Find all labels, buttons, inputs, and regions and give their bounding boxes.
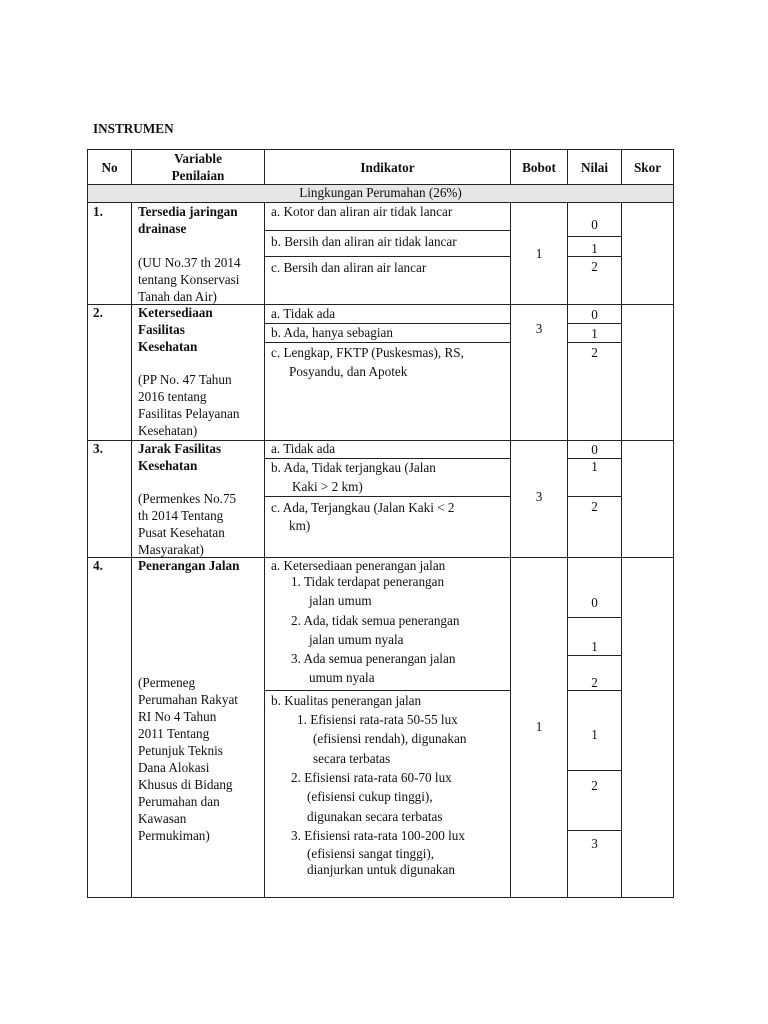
row-4-indikator-b-item: 2. Efisiensi rata-rata 60-70 lux	[291, 770, 452, 785]
row-1-reference: Tanah dan Air)	[138, 289, 217, 304]
row-4-indikator-b-item-cont: (efisiensi cukup tinggi),	[307, 789, 433, 804]
row-4-nilai-a-2: 1	[591, 639, 598, 654]
row-1-no: 1.	[93, 204, 103, 219]
row-4-indikator-a-item-cont: jalan umum nyala	[309, 632, 404, 647]
row-4-reference: (Permeneg	[138, 675, 196, 690]
row-4-nilai-b-3: 3	[591, 836, 598, 851]
row-3-indikator-c: c. Ada, Terjangkau (Jalan Kaki < 2	[271, 500, 455, 515]
row-2-variable: Kesehatan	[138, 339, 198, 354]
row-3-bobot: 3	[535, 489, 543, 504]
row-4-indikator-b-item-cont: dianjurkan untuk digunakan	[307, 862, 455, 877]
row-4-reference: Perumahan Rakyat	[138, 692, 238, 707]
document-title: INSTRUMEN	[93, 121, 174, 136]
row-3-reference: th 2014 Tentang	[138, 508, 224, 523]
row-1-indikator-a: a. Kotor dan aliran air tidak lancar	[271, 204, 453, 219]
row-2-variable: Ketersediaan	[138, 305, 213, 320]
row-4-indikator-b-heading: b. Kualitas penerangan jalan	[271, 693, 422, 708]
row-4-indikator-a-item: 2. Ada, tidak semua penerangan	[291, 613, 460, 628]
row-2-indikator-c-cont: Posyandu, dan Apotek	[289, 364, 408, 379]
row-3-reference: Pusat Kesehatan	[138, 525, 225, 540]
row-4-indikator-b-item-cont: (efisiensi sangat tinggi),	[307, 846, 435, 861]
header-variable-line2: Penilaian	[171, 168, 225, 183]
row-4-reference: Permukiman)	[138, 828, 210, 843]
row-4-nilai-b-2: 2	[591, 778, 598, 793]
row-2-reference: (PP No. 47 Tahun	[138, 372, 232, 387]
row-3-nilai-b: 1	[591, 459, 598, 474]
row-2-reference: Kesehatan)	[138, 423, 198, 438]
row-2-reference: 2016 tentang	[138, 389, 207, 404]
row-2-indikator-b: b. Ada, hanya sebagian	[271, 325, 393, 340]
row-4-indikator-b-item-cont: digunakan secara terbatas	[307, 809, 443, 824]
row-4-indikator-a-item: 3. Ada semua penerangan jalan	[291, 651, 456, 666]
row-3-nilai-a: 0	[591, 442, 598, 457]
row-2-bobot: 3	[535, 321, 543, 336]
row-4-indikator-a-item-cont: umum nyala	[309, 670, 375, 685]
row-1-variable: Tersedia jaringan	[138, 204, 238, 219]
row-4-indikator-a-heading: a. Ketersediaan penerangan jalan	[271, 558, 446, 573]
row-1-bobot: 1	[535, 246, 543, 261]
row-3-reference: (Permenkes No.75	[138, 491, 237, 506]
row-2-variable: Fasilitas	[138, 322, 185, 337]
row-4-reference: Petunjuk Teknis	[138, 743, 223, 758]
row-2-nilai-b: 1	[591, 326, 598, 341]
row-4-reference: Kawasan	[138, 811, 187, 826]
row-3-indikator-b: b. Ada, Tidak terjangkau (Jalan	[271, 460, 436, 475]
row-2-reference: Fasilitas Pelayanan	[138, 406, 240, 421]
row-3-variable: Kesehatan	[138, 458, 198, 473]
row-4-indikator-b-item-cont: secara terbatas	[313, 751, 391, 766]
row-2-indikator-c: c. Lengkap, FKTP (Puskesmas), RS,	[271, 345, 464, 360]
row-3-indikator-a: a. Tidak ada	[271, 441, 336, 456]
row-4-indikator-b-item-cont: (efisiensi rendah), digunakan	[313, 731, 467, 746]
row-4-indikator-b-item: 1. Efisiensi rata-rata 50-55 lux	[297, 712, 458, 727]
row-3-no: 3.	[93, 441, 103, 456]
row-2-nilai-c: 2	[591, 345, 598, 360]
row-1-indikator-c: c. Bersih dan aliran air lancar	[271, 260, 427, 275]
row-4-indikator-b-item: 3. Efisiensi rata-rata 100-200 lux	[291, 828, 465, 843]
row-4-reference: Dana Alokasi	[138, 760, 210, 775]
header-nilai: Nilai	[580, 160, 609, 175]
row-3-variable: Jarak Fasilitas	[138, 441, 222, 456]
row-4-nilai-a-3: 2	[591, 675, 598, 690]
row-4-reference: RI No 4 Tahun	[138, 709, 217, 724]
row-1-reference: (UU No.37 th 2014	[138, 255, 241, 270]
row-3-reference: Masyarakat)	[138, 542, 204, 557]
row-2-indikator-a: a. Tidak ada	[271, 306, 336, 321]
row-1-nilai-c: 2	[591, 259, 598, 274]
row-4-indikator-a-item: 1. Tidak terdapat penerangan	[291, 574, 445, 589]
row-1-reference: tentang Konservasi	[138, 272, 240, 287]
row-4-indikator-a-item-cont: jalan umum	[309, 593, 372, 608]
header-variable-line1: Variable	[174, 151, 222, 166]
header-no: No	[101, 160, 118, 175]
row-4-no: 4.	[93, 558, 103, 573]
row-1-nilai-b: 1	[591, 241, 598, 256]
header-bobot: Bobot	[522, 160, 556, 175]
row-1-variable: drainase	[138, 221, 187, 236]
row-3-indikator-c-cont: km)	[289, 518, 311, 533]
row-4-reference: 2011 Tentang	[138, 726, 210, 741]
header-indikator: Indikator	[360, 160, 415, 175]
row-1-indikator-b: b. Bersih dan aliran air tidak lancar	[271, 234, 457, 249]
section-label: Lingkungan Perumahan (26%)	[299, 185, 462, 200]
row-4-nilai-b-1: 1	[591, 727, 598, 742]
row-4-reference: Khusus di Bidang	[138, 777, 233, 792]
header-skor: Skor	[633, 160, 662, 175]
row-2-nilai-a: 0	[591, 307, 598, 322]
row-2-no: 2.	[93, 305, 103, 320]
row-4-variable: Penerangan Jalan	[138, 558, 240, 573]
row-1-nilai-a: 0	[591, 217, 598, 232]
row-4-nilai-a-1: 0	[591, 595, 598, 610]
row-3-indikator-b-cont: Kaki > 2 km)	[292, 479, 363, 494]
row-4-bobot: 1	[535, 719, 543, 734]
row-4-reference: Perumahan dan	[138, 794, 220, 809]
row-3-nilai-c: 2	[591, 499, 598, 514]
